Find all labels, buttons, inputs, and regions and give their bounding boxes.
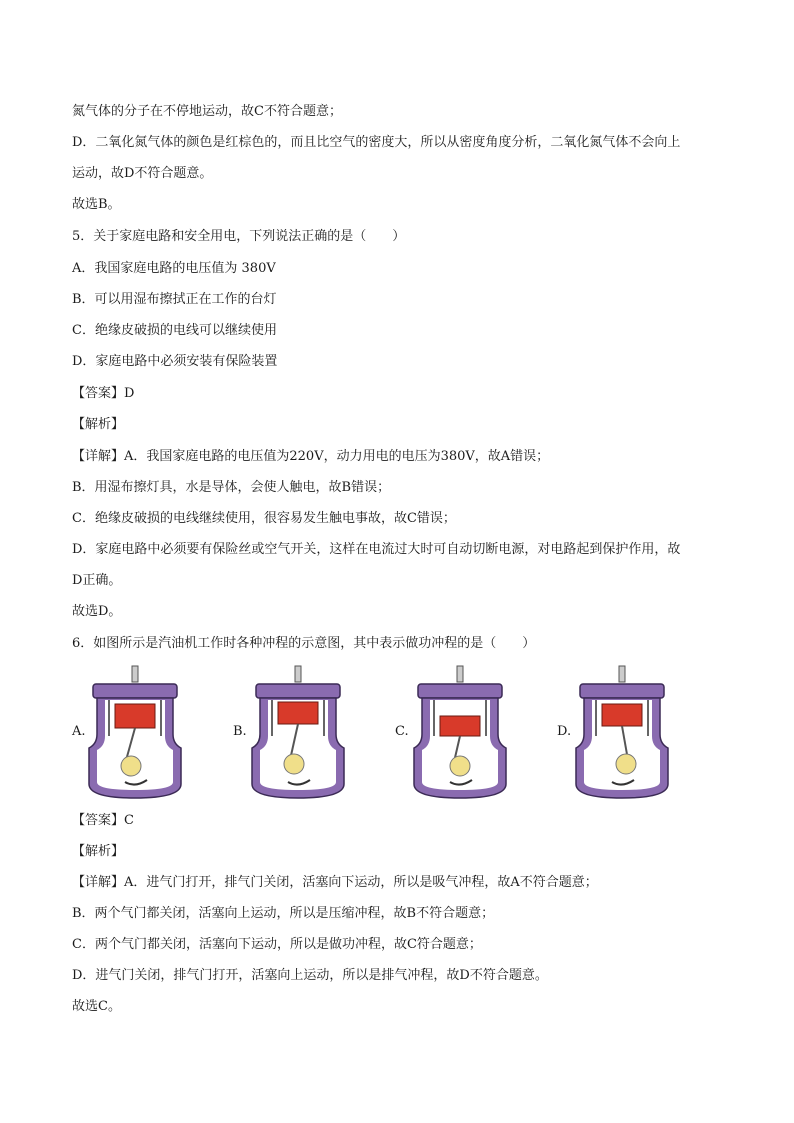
engine-label-b: B. bbox=[233, 724, 247, 739]
answer-6: 【答案】C bbox=[72, 813, 134, 828]
engine-label-d: D. bbox=[557, 724, 572, 739]
option-b: B．可以用湿布擦拭正在工作的台灯 bbox=[72, 292, 277, 307]
analysis-heading-6: 【解析】 bbox=[72, 844, 125, 859]
question-5: 5．关于家庭电路和安全用电，下列说法正确的是（ ） bbox=[72, 229, 406, 244]
select-6: 故选C。 bbox=[72, 999, 121, 1014]
engine-diagram-a bbox=[85, 664, 205, 800]
text-line: 运动，故D不符合题意。 bbox=[72, 166, 213, 181]
engine-diagram-c bbox=[410, 664, 530, 800]
engine-shape bbox=[89, 666, 181, 798]
text-line: 故选B。 bbox=[72, 197, 121, 212]
text-line: D．二氧化氮气体的颜色是红棕色的，而且比空气的密度大，所以从密度角度分析，二氧化氮气体不会向上 bbox=[72, 135, 681, 150]
analysis-heading-5: 【解析】 bbox=[72, 417, 125, 432]
select-5: 故选D。 bbox=[72, 604, 122, 619]
detail-5-d: D．家庭电路中必须要有保险丝或空气开关，这样在电流过大时可自动切断电源，对电路起到保护作用，故 bbox=[72, 542, 681, 557]
engine-label-a: A. bbox=[72, 724, 86, 739]
detail-5-d-cont: D正确。 bbox=[72, 573, 122, 588]
engine-diagram-b bbox=[248, 664, 368, 800]
option-d: D．家庭电路中必须安装有保险装置 bbox=[72, 354, 278, 369]
option-a: A．我国家庭电路的电压值为 380V bbox=[72, 261, 276, 276]
detail-6-c: C．两个气门都关闭，活塞向下运动，所以是做功冲程，故C符合题意； bbox=[72, 937, 482, 952]
answer-5: 【答案】D bbox=[72, 386, 135, 401]
engine-shape bbox=[576, 666, 668, 798]
detail-5-b: B．用湿布擦灯具，水是导体，会使人触电，故B错误； bbox=[72, 480, 391, 495]
detail-5-c: C．绝缘皮破损的电线继续使用，很容易发生触电事故，故C错误； bbox=[72, 511, 456, 526]
option-c: C．绝缘皮破损的电线可以继续使用 bbox=[72, 323, 277, 338]
engine-label-c: C. bbox=[395, 724, 409, 739]
engine-shape bbox=[414, 666, 506, 798]
question-6: 6．如图所示是汽油机工作时各种冲程的示意图，其中表示做功冲程的是（ ） bbox=[72, 636, 536, 651]
detail-6-a: 【详解】A．进气门打开，排气门关闭，活塞向下运动，所以是吸气冲程，故A不符合题意； bbox=[72, 875, 598, 890]
detail-6-b: B．两个气门都关闭，活塞向上运动，所以是压缩冲程，故B不符合题意； bbox=[72, 906, 495, 921]
detail-6-d: D．进气门关闭，排气门打开，活塞向上运动，所以是排气冲程，故D不符合题意。 bbox=[72, 968, 548, 983]
text-line: 氮气体的分子在不停地运动，故C不符合题意； bbox=[72, 104, 342, 119]
engine-shape bbox=[252, 666, 344, 798]
detail-5-a: 【详解】A．我国家庭电路的电压值为220V，动力用电的电压为380V，故A错误； bbox=[72, 449, 550, 464]
engine-diagram-d bbox=[572, 664, 692, 800]
